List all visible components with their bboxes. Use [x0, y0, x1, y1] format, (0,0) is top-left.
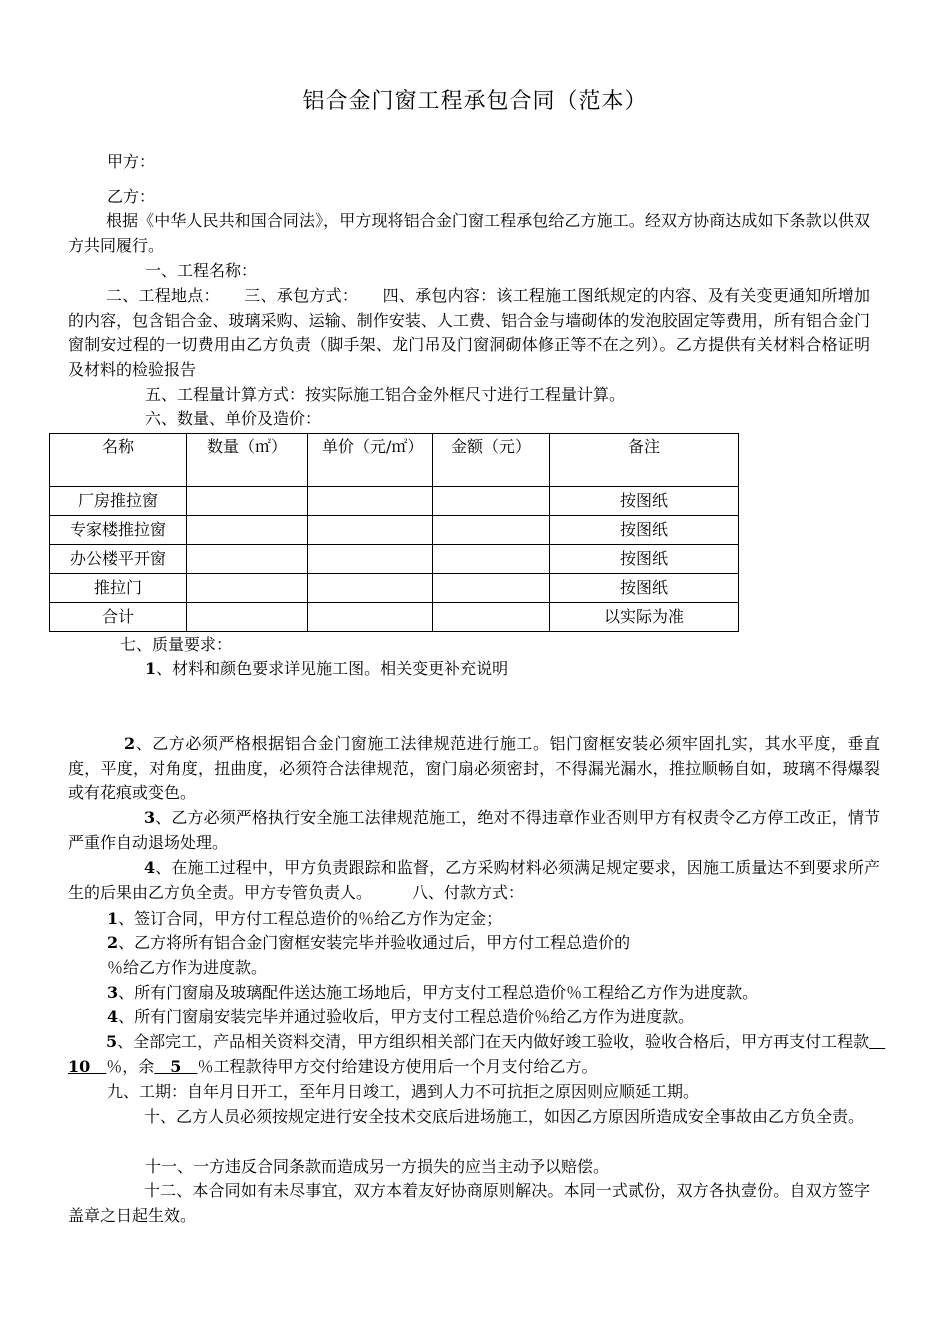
header-amount: 金额（元） — [433, 434, 550, 487]
payment-item-2-cont: ％给乙方作为进度款。 — [107, 958, 268, 977]
cell-remarks: 按图纸 — [550, 516, 739, 545]
cell-remarks: 以实际为准 — [550, 603, 739, 632]
quality-item-2: 2、乙方必须严格根据铝合金门窗施工法律规范进行施工。铝门窗框安装必须牢固扎实，其水平度，垂直度，平度，对角度，扭曲度，必须符合法律规范，窗门扇必须密封，不得漏光漏水，推拉顺畅自如，玻璃不得爆裂或有花痕或变色。 — [68, 734, 880, 802]
cell-quantity — [187, 603, 308, 632]
cell-remarks: 按图纸 — [550, 545, 739, 574]
cell-amount — [433, 487, 550, 516]
final-payment-percent: 10 — [68, 1032, 886, 1076]
cell-name: 合计 — [50, 603, 187, 632]
table-total-row — [50, 603, 739, 632]
cell-unit-price — [308, 574, 433, 603]
quality-item-1: 1、材料和颜色要求详见施工图。相关变更补充说明 — [145, 659, 509, 678]
section-11-liability: 十一、一方违反合同条款而造成另一方损失的应当主动予以赔偿。 — [145, 1157, 610, 1176]
section-5-calc-method: 五、工程量计算方式：按实际施工铝合金外框尺寸进行工程量计算。 — [145, 385, 626, 404]
intro-paragraph: 根据《中华人民共和国合同法》，甲方现将铝合金门窗工程承包给乙方施工。经双方协商达成如下条款以供双方共同履行。 — [68, 211, 870, 255]
cell-name: 推拉门 — [50, 574, 187, 603]
cell-quantity — [187, 487, 308, 516]
cell-unit-price — [308, 545, 433, 574]
table-row — [50, 545, 739, 574]
cell-name: 办公楼平开窗 — [50, 545, 187, 574]
quality-item-3: 3、乙方必须严格执行安全施工法律规范施工，绝对不得违章作业否则甲方有权责令乙方停工改正，情节严重作自动退场处理。 — [68, 808, 880, 852]
pricing-table — [49, 433, 739, 632]
table-row — [50, 516, 739, 545]
cell-amount — [433, 603, 550, 632]
payment-item-1: 1、签订合同，甲方付工程总造价的％给乙方作为定金； — [107, 909, 503, 928]
table-row — [50, 487, 739, 516]
cell-quantity — [187, 545, 308, 574]
section-2-4-paragraph: 二、工程地点： 三、承包方式： 四、承包内容：该工程施工图纸规定的内容、及有关变更通知所增加的内容，包含铝合金、玻璃采购、运输、制作安装、人工费、铝合金与墙砌体的发泡胶固定等费用，所有铝合金门窗制安过程的一切费用由乙方负责（脚手架、龙门吊及门窗洞砌体修正等不在之列）。乙方提供有关材料合格证明及材料的检验报告 — [68, 286, 870, 379]
section-10-safety: 十、乙方人员必须按规定进行安全技术交底后进场施工，如因乙方原因所造成安全事故由乙方负全责。 — [144, 1107, 865, 1126]
quality-item-4: 4、在施工过程中，甲方负责跟踪和监督，乙方采购材料必须满足规定要求，因施工质量达不到要求所产生的后果由乙方负全责。甲方专管负责人。 八、付款方式： — [68, 858, 880, 902]
retention-percent: 5 — [154, 1056, 198, 1076]
header-quantity: 数量（㎡） — [187, 434, 308, 487]
payment-item-4: 4、所有门窗扇安装完毕并通过验收后，甲方支付工程总造价％给乙方作为进度款。 — [107, 1007, 695, 1026]
cell-amount — [433, 574, 550, 603]
table-row — [50, 574, 739, 603]
cell-amount — [433, 545, 550, 574]
payment-item-5: 5、全部完工，产品相关资料交清，甲方组织相关部门在天内做好竣工验收，验收合格后，甲方再支付工程款 10 ％，余 5 ％工程款待甲方交付给建设方使用后一个月支付给乙方。 — [68, 1032, 886, 1076]
cell-remarks: 按图纸 — [550, 574, 739, 603]
header-name: 名称 — [50, 434, 187, 487]
cell-quantity — [187, 574, 308, 603]
cell-unit-price — [308, 487, 433, 516]
header-unit-price: 单价（元/㎡） — [308, 434, 433, 487]
table-header-row — [50, 434, 739, 487]
cell-unit-price — [308, 516, 433, 545]
cell-amount — [433, 516, 550, 545]
payment-item-3: 3、所有门窗扇及玻璃配件送达施工场地后，甲方支付工程总造价％工程给乙方作为进度款。 — [107, 983, 759, 1002]
header-remarks: 备注 — [550, 434, 739, 487]
cell-quantity — [187, 516, 308, 545]
section-1-project-name: 一、工程名称： — [145, 261, 258, 280]
party-a-label: 甲方： — [107, 152, 156, 171]
section-6-heading: 六、数量、单价及造价： — [145, 409, 322, 428]
section-7-heading: 七、质量要求： — [120, 635, 233, 654]
party-b-label: 乙方： — [107, 187, 156, 206]
cell-name: 厂房推拉窗 — [50, 487, 187, 516]
cell-name: 专家楼推拉窗 — [50, 516, 187, 545]
cell-unit-price — [308, 603, 433, 632]
document-title: 铝合金门窗工程承包合同（范本） — [302, 89, 648, 114]
payment-item-2: 2、乙方将所有铝合金门窗框安装完毕并验收通过后，甲方付工程总造价的 — [107, 933, 631, 952]
cell-remarks: 按图纸 — [550, 487, 739, 516]
section-9-schedule: 九、工期：自年月日开工，至年月日竣工，遇到人力不可抗拒之原因则应顺延工期。 — [107, 1082, 700, 1101]
section-12-effectiveness: 十二、本合同如有未尽事宜，双方本着友好协商原则解决。本同一式贰份，双方各执壹份。自双方签字盖章之日起生效。 — [68, 1181, 870, 1225]
